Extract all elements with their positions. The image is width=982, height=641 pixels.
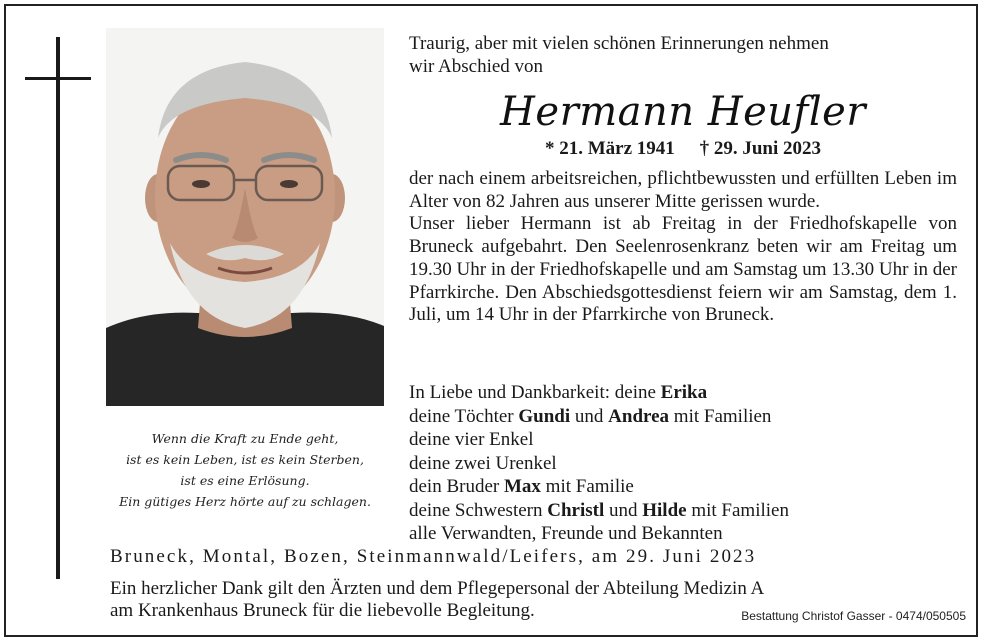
portrait-illustration: [106, 28, 384, 406]
cross-vertical-bar: [56, 37, 60, 579]
mourners-list: [409, 381, 957, 546]
birth-date: * 21. März 1941: [545, 138, 675, 159]
mourner-name: Gundi: [518, 405, 571, 427]
mourner-line: alle Verwandten, Freunde und Bekannten: [409, 523, 723, 544]
place-and-date: Bruneck, Montal, Bozen, Steinmannwald/Leifers, am 29. Juni 2023: [110, 546, 757, 567]
mourner-line: [409, 499, 957, 523]
poem-line: ist es kein Leben, ist es kein Sterben,: [126, 452, 364, 467]
mourner-text: und: [570, 405, 609, 427]
funeral-home-credit: Bestattung Christof Gasser - 0474/050505: [741, 609, 966, 623]
mourner-text: In Liebe und Dankbarkeit: deine: [409, 382, 661, 403]
mourner-line: [409, 405, 957, 429]
thanks-line: am Krankenhaus Bruneck für die liebevolle Begleitung.: [110, 600, 535, 621]
mourner-text: mit Familien: [686, 499, 789, 521]
body-paragraph: Unser lieber Hermann ist ab Freitag in der Friedhofskapelle von Bruneck aufgebahrt. Den Seelenrosenkranz beten wir am Freitag um 19.30 Uhr in der Friedhofskapelle und am Samstag um 13.30 Uhr in der Pfarrkirche. Den Abschiedsgottesdienst feiern wir am Samstag, dem 1. Juli, um 14 Uhr in der Pfarrkirche von Bruneck.: [409, 213, 957, 326]
body-paragraph: der nach einem arbeitsreichen, pflichtbewussten und erfüllten Leben im Alter von 82 Jahren aus unserer Mitte gerissen wurde.: [409, 168, 957, 212]
mourner-text: mit Familie: [540, 476, 634, 497]
obituary-body: [409, 168, 957, 327]
mourner-text: und: [604, 499, 643, 521]
deceased-name: Hermann Heufler: [500, 89, 866, 135]
mourner-line: deine zwei Urenkel: [409, 452, 557, 474]
thanks-line: Ein herzlicher Dank gilt den Ärzten und dem Pflegepersonal der Abteilung Medizin A: [110, 578, 765, 599]
portrait-photo: [106, 28, 384, 406]
mourner-text: dein Bruder: [409, 476, 504, 497]
mourner-line: [409, 475, 957, 499]
memorial-poem: [106, 428, 384, 512]
mourner-name: Christl: [547, 499, 605, 521]
intro-line: wir Abschied von: [409, 56, 544, 77]
mourner-name: Max: [503, 476, 541, 497]
mourner-text: mit Familien: [669, 405, 772, 427]
poem-line: Wenn die Kraft zu Ende geht,: [151, 431, 339, 446]
mourner-text: deine Töchter: [409, 405, 519, 427]
life-dates: [409, 137, 957, 161]
mourner-name: Hilde: [642, 499, 687, 521]
poem-line: Ein gütiges Herz hörte auf zu schlagen.: [119, 494, 371, 509]
mourner-name: Andrea: [608, 405, 670, 427]
intro-line: Traurig, aber mit vielen schönen Erinnerungen nehmen: [409, 33, 829, 54]
mourner-text: deine Schwestern: [409, 499, 548, 521]
mourner-line: [409, 381, 957, 405]
intro-text: [409, 32, 957, 78]
poem-line: ist es eine Erlösung.: [180, 473, 310, 488]
cross-horizontal-bar: [25, 77, 91, 80]
mourner-line: deine vier Enkel: [409, 429, 534, 450]
death-date: † 29. Juni 2023: [699, 138, 821, 159]
mourner-name: Erika: [660, 382, 708, 403]
